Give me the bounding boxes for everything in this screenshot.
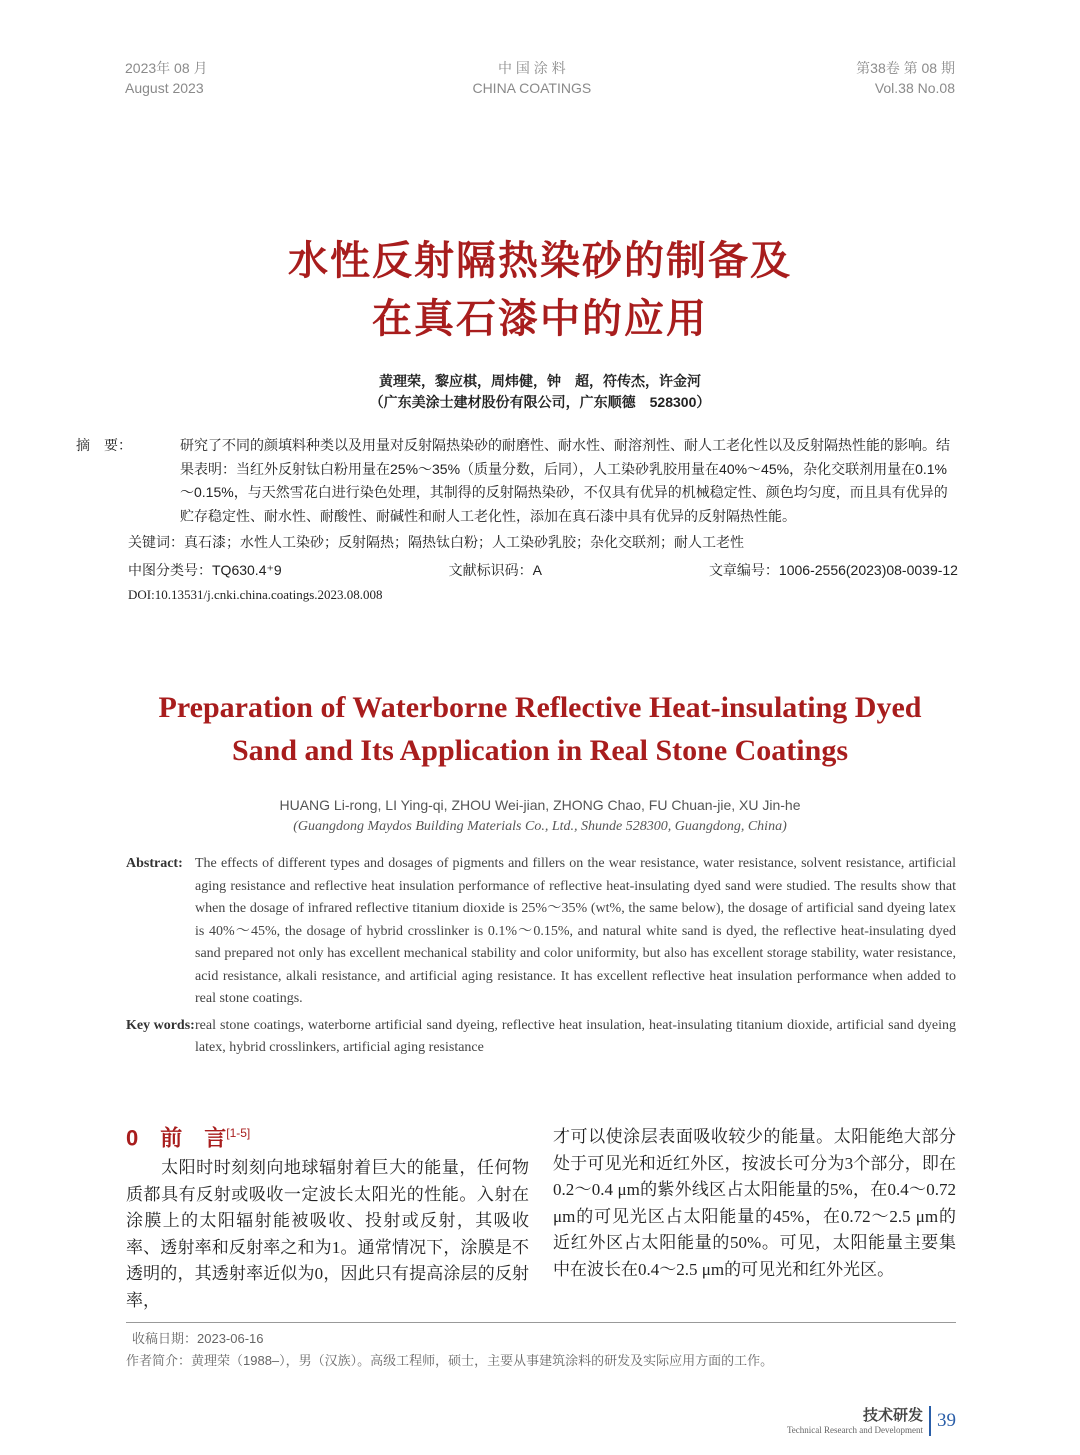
title-cn-line: 在真石漆中的应用 <box>372 297 708 341</box>
section-title: 0 前 言 <box>126 1125 227 1151</box>
footnote <box>126 1322 956 1372</box>
abstract-cn <box>76 434 958 607</box>
affiliation-en: (Guangdong Maydos Building Materials Co., Ltd., Shunde 528300, Guangdong, China) <box>293 819 787 834</box>
header-volume <box>856 58 955 98</box>
abstract-en <box>126 853 956 1060</box>
abstract-en-para <box>126 853 956 1011</box>
vol-cn: 第38卷 第 08 期 <box>856 60 955 76</box>
journal-en: CHINA COATINGS <box>472 80 592 96</box>
author-bio: 作者简介：黄理荣（1988–），男（汉族）。高级工程师，硕士，主要从事建筑涂料的研发及实际应用方面的工作。 <box>126 1353 774 1369</box>
left-column <box>126 1116 529 1314</box>
abstract-cn-body <box>76 434 958 528</box>
keywords-en-label: Key words: <box>126 1017 195 1033</box>
body-section <box>126 1116 956 1436</box>
journal-cn: 中 国 涂 料 <box>498 60 566 76</box>
vol-en: Vol.38 No.08 <box>874 80 955 96</box>
abstract-cn-label: 摘 要： <box>76 437 132 453</box>
header-journal <box>472 58 591 98</box>
clc-number: 中图分类号：TQ630.4⁺9 <box>128 561 282 578</box>
section-heading <box>126 1116 529 1155</box>
keywords-cn: 关键词：真石漆；水性人工染砂；反射隔热；隔热钛白粉；人工染砂乳胶；杂化交联剂；耐人工老性 <box>128 534 744 550</box>
abstract-en-text: The effects of different types and dosages of pigments and fillers on the wear resistance, water resistance, solvent resistance, artificial aging resistance and reflective heat insulation performance of reflective heat-insulating dyed sand were studied. The results show that when the dosage of infrared reflective titanium dioxide is 25%～35% (wt%, the same below), the dosage of artificial sand dyeing latex is 40%～45%, the dosage of hybrid crosslinker is 0.1%～0.15%, and natural white sand is dyed, the reflective heat-insulating dyed sand prepared not only has excellent mechanical stability and color uniformity, but also has excellent storage stability, water resistance, acid resistance, alkali resistance, and artificial aging resistance. It has excellent reflective heat insulation performance when added to real stone coatings. <box>195 856 956 1006</box>
title-en-line: Preparation of Waterborne Reflective Heat-insulating Dyed <box>158 691 922 724</box>
received-date: 收稿日期：2023-06-16 <box>132 1331 264 1347</box>
header-date <box>125 58 208 98</box>
title-en <box>0 686 1080 772</box>
date-cn: 2023年 08 月 <box>125 60 208 76</box>
page-number: 39 <box>937 1410 956 1431</box>
body-column-right: 才可以使涂层表面吸收较少的能量。太阳能绝大部分处于可见光和近红外区，按波长可分为3个部分，即在0.2～0.4 μm的紫外线区占太阳能量的5%，在0.4～0.72 μm的可见光区占太阳能量的45%，在0.72～2.5 μm的近红外区占太阳能量的50%。可见，太阳能量主要集中在波长在0.4～2.5 μm的可见光和红外光区。 <box>553 1127 956 1279</box>
body-column-left: 太阳时时刻刻向地球辐射着巨大的能量，任何物质都具有反射或吸收一定波长太阳光的性能。入射在涂膜上的太阳辐射能被吸收、投射或反射，其吸收率、透射率和反射率之和为1。通常情况下，涂膜是不透明的，其透射率近似为0，因此只有提高涂层的反射率， <box>126 1158 529 1310</box>
document-code: 文献标识码：A <box>448 561 542 578</box>
title-cn-line: 水性反射隔热染砂的制备及 <box>288 239 792 283</box>
abstract-en-label: Abstract: <box>126 856 183 871</box>
authors-block <box>0 371 1080 413</box>
keywords-en <box>126 1015 956 1060</box>
authors-en-block <box>0 794 1080 838</box>
footer-section <box>787 1407 923 1436</box>
page-header <box>125 58 955 98</box>
authors-cn: 黄理荣，黎应棋，周炜健，钟 超，符传杰，许金河 <box>379 373 701 389</box>
title-en-line: Sand and Its Application in Real Stone Coatings <box>232 734 848 767</box>
article-number: 文章编号：1006-2556(2023)08-0039-12 <box>708 561 958 578</box>
affiliation-cn: （广东美涂士建材股份有限公司，广东顺德 528300） <box>369 394 711 410</box>
right-column <box>553 1116 956 1283</box>
footer-section-cn: 技术研发 <box>862 1406 923 1424</box>
doi: DOI:10.13531/j.cnki.china.coatings.2023.08.008 <box>128 587 383 602</box>
authors-en: HUANG Li-rong, LI Ying-qi, ZHOU Wei-jian, ZHONG Chao, FU Chuan-jie, XU Jin-he <box>279 797 801 813</box>
classification-row <box>128 559 958 583</box>
title-cn <box>0 232 1080 348</box>
footer-divider <box>929 1406 931 1436</box>
date-en: August 2023 <box>125 80 204 96</box>
body-columns <box>126 1116 956 1314</box>
page-footer <box>126 1388 956 1436</box>
footer-section-en: Technical Research and Development <box>786 1424 923 1435</box>
keywords-en-text: real stone coatings, waterborne artificial sand dyeing, reflective heat insulation, heat-insulating titanium dioxide, artificial sand dyeing latex, hybrid crosslinkers, artificial aging resistance <box>195 1017 956 1055</box>
section-reference[interactable]: [1-5] <box>226 1126 251 1140</box>
abstract-cn-text: 研究了不同的颜填料种类以及用量对反射隔热染砂的耐磨性、耐水性、耐溶剂性、耐人工老化性以及反射隔热性能的影响。结果表明：当红外反射钛白粉用量在25%～35%（质量分数，后同），人工染砂乳胶用量在40%～45%，杂化交联剂用量在0.1%～0.15%，与天然雪花白进行染色处理，其制得的反射隔热染砂，不仅具有优异的机械稳定性、颜色均匀度，而且具有优异的贮存稳定性、耐水性、耐酸性、耐碱性和耐人工老化性，添加在真石漆中具有优异的反射隔热性能。 <box>180 437 950 524</box>
